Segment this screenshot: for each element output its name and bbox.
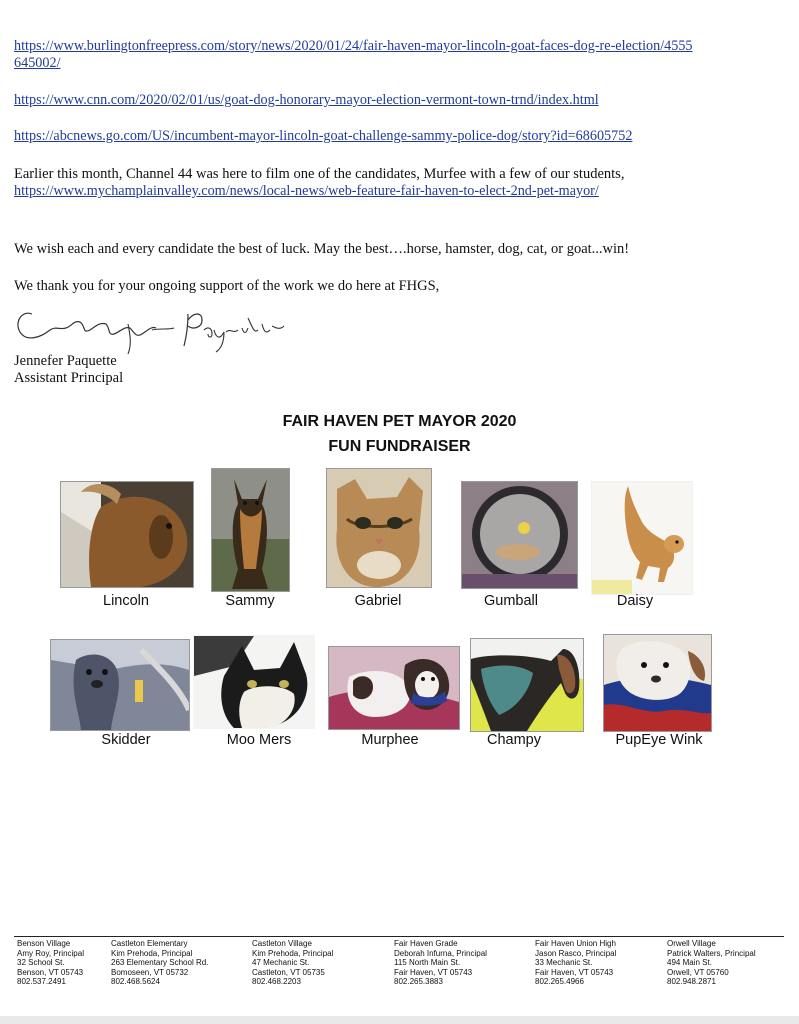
pet-name-lincoln: Lincoln bbox=[103, 593, 149, 609]
pet-name-gumball: Gumball bbox=[484, 593, 538, 609]
school-phone: 802.265.4966 bbox=[535, 977, 584, 986]
footer-school-castleton-village bbox=[252, 939, 382, 987]
abc-link[interactable]: https://abcnews.go.com/US/incumbent-mayor-lincoln-goat-challenge-sammy-police-dog/story?id=68605752 bbox=[14, 128, 633, 144]
thanks-paragraph: We thank you for your ongoing support of the work we do here at FHGS, bbox=[14, 278, 440, 294]
channel44-paragraph: Earlier this month, Channel 44 was here to film one of the candidates, Murfee with a few of our students, bbox=[14, 166, 625, 182]
school-name: Castleton Village bbox=[252, 939, 312, 948]
school-principal: Kim Prehoda, Principal bbox=[111, 948, 193, 958]
pet-name-gabriel: Gabriel bbox=[354, 593, 402, 609]
pet-photo-sammy bbox=[211, 468, 290, 592]
signer-role: Assistant Principal bbox=[14, 370, 124, 386]
school-city: Orwell, VT 05760 bbox=[667, 967, 729, 977]
footer-school-fair-haven-union-high bbox=[535, 939, 665, 987]
school-principal: Deborah Infurna, Principal bbox=[394, 948, 487, 958]
pet-name-champy: Champy bbox=[487, 732, 541, 748]
school-phone: 802.537.2491 bbox=[17, 977, 66, 986]
pet-photo-gabriel bbox=[326, 468, 432, 588]
school-street: 115 North Main St. bbox=[394, 958, 461, 967]
school-phone: 802.468.2203 bbox=[252, 977, 301, 986]
school-city: Fair Haven, VT 05743 bbox=[535, 967, 614, 977]
pet-photo-champy bbox=[470, 638, 584, 732]
pet-photo-daisy bbox=[591, 481, 693, 595]
school-city: Fair Haven, VT 05743 bbox=[394, 967, 473, 977]
flyer-subtitle: FUN FUNDRAISER bbox=[328, 438, 471, 455]
footer-rule bbox=[14, 936, 784, 937]
channel44-link[interactable]: https://www.mychamplainvalley.com/news/local-news/web-feature-fair-haven-to-elect-2nd-pet-mayor/ bbox=[14, 183, 599, 199]
signer-name: Jennefer Paquette bbox=[14, 353, 117, 369]
pet-photo-skidder bbox=[50, 639, 190, 731]
flyer-title: FAIR HAVEN PET MAYOR 2020 bbox=[282, 413, 517, 430]
burlington-link-line2[interactable]: 645002/ bbox=[14, 55, 61, 71]
pet-name-moo-mers: Moo Mers bbox=[226, 732, 292, 748]
school-city: Bomoseen, VT 05732 bbox=[111, 967, 189, 977]
pet-name-sammy: Sammy bbox=[225, 593, 275, 609]
footer-school-castleton-elementary bbox=[111, 939, 241, 987]
school-principal: Patrick Walters, Principal bbox=[667, 948, 756, 958]
school-city: Castleton, VT 05735 bbox=[252, 967, 325, 977]
scan-bottom-band bbox=[0, 1016, 799, 1024]
school-phone: 802.948.2871 bbox=[667, 977, 716, 986]
burlington-link-line1[interactable]: https://www.burlingtonfreepress.com/story/news/2020/01/24/fair-haven-mayor-lincoln-goat-faces-dog-re-election/4555 bbox=[14, 38, 693, 54]
pet-name-skidder: Skidder bbox=[101, 732, 151, 748]
pet-photo-murphee bbox=[328, 646, 460, 730]
school-name: Castleton Elementary bbox=[111, 939, 188, 948]
footer-school-fair-haven-grade bbox=[394, 939, 524, 987]
pet-photo-moo-mers bbox=[193, 635, 315, 729]
wish-paragraph: We wish each and every candidate the best of luck. May the best….horse, hamster, dog, cat, or goat...win! bbox=[14, 241, 630, 257]
school-name: Orwell Village bbox=[667, 939, 716, 948]
school-name: Fair Haven Grade bbox=[394, 939, 458, 948]
pet-name-murphee: Murphee bbox=[361, 732, 419, 748]
pet-name-daisy: Daisy bbox=[616, 593, 654, 609]
school-street: 263 Elementary School Rd. bbox=[111, 958, 209, 967]
school-street: 33 Mechanic St. bbox=[535, 958, 593, 967]
school-phone: 802.265.3883 bbox=[394, 977, 443, 986]
pet-photo-lincoln bbox=[60, 481, 194, 588]
handwritten-signature bbox=[10, 300, 290, 358]
pet-photo-gumball bbox=[461, 481, 578, 589]
footer-school-orwell-village bbox=[667, 939, 797, 987]
school-name: Benson Village bbox=[17, 939, 71, 948]
school-principal: Jason Rasco, Principal bbox=[535, 948, 617, 958]
pet-name-pupeye-wink: PupEye Wink bbox=[615, 732, 703, 748]
school-street: 32 School St. bbox=[17, 958, 65, 967]
school-name: Fair Haven Union High bbox=[535, 939, 616, 948]
school-city: Benson, VT 05743 bbox=[17, 967, 84, 977]
school-phone: 802.468.5624 bbox=[111, 977, 160, 986]
school-street: 47 Mechanic St. bbox=[252, 958, 310, 967]
cnn-link[interactable]: https://www.cnn.com/2020/02/01/us/goat-dog-honorary-mayor-election-vermont-town-trnd/index.html bbox=[14, 92, 599, 108]
pet-photo-pupeye-wink bbox=[603, 634, 712, 732]
school-principal: Kim Prehoda, Principal bbox=[252, 948, 334, 958]
school-principal: Amy Roy, Principal bbox=[17, 948, 84, 958]
school-street: 494 Main St. bbox=[667, 958, 712, 967]
